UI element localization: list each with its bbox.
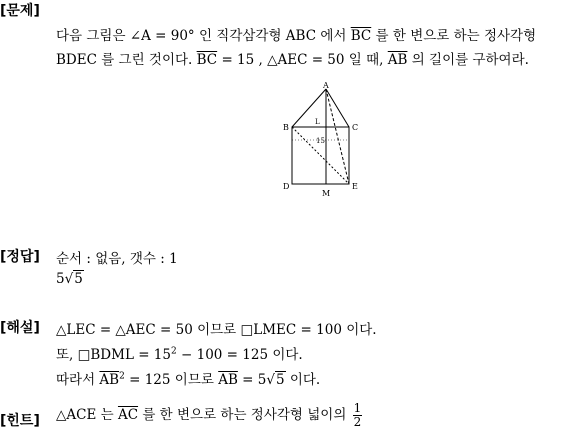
hint-text: 를 한 변으로 하는 정사각형 넓이의 bbox=[138, 407, 351, 423]
point-d-label: D bbox=[283, 182, 290, 191]
point-c-label: C bbox=[352, 123, 359, 132]
solution-line-3 bbox=[56, 368, 320, 388]
fraction bbox=[353, 402, 363, 429]
solution-line-1: △LEC = △AEC = 50 이므로 □LMEC = 100 이다. bbox=[56, 322, 377, 338]
segment-ab: $\overline{AB}$ bbox=[387, 52, 408, 68]
solution-text: = 125 이므로 bbox=[124, 372, 219, 388]
answer-line-2 bbox=[56, 271, 84, 287]
point-a-label: A bbox=[323, 81, 329, 90]
answer-line-1: 순서 : 없음, 갯수 : 1 bbox=[56, 251, 178, 267]
sqrt-symbol: √5 bbox=[64, 271, 83, 287]
point-b-label: B bbox=[283, 123, 289, 132]
solution-text: 또, □BDML = 15 bbox=[56, 347, 171, 363]
segment-bc: $\overline{BC}$ bbox=[350, 28, 372, 44]
dashed-ae bbox=[326, 89, 349, 184]
solution-text: − 100 = 125 이다. bbox=[176, 347, 303, 363]
problem-text: 를 한 변으로 하는 정사각형 bbox=[371, 28, 537, 44]
segment-ab: $\overline{AB}$ bbox=[99, 372, 120, 388]
fraction-denominator: 2 bbox=[353, 415, 362, 429]
answer-coefficient: 5 bbox=[56, 271, 65, 287]
problem-text: 다음 그림은 ∠A = 90° 인 직각삼각형 ABC 에서 bbox=[56, 28, 351, 44]
problem-line-1 bbox=[56, 24, 536, 44]
answer-label: [정답] bbox=[0, 249, 40, 265]
hint-label: [힌트] bbox=[0, 413, 40, 429]
geometry-figure bbox=[270, 80, 370, 202]
side-ab bbox=[292, 89, 326, 127]
problem-text: 의 길이를 구하여라. bbox=[407, 52, 529, 68]
sqrt-radicand: 5 bbox=[275, 372, 285, 388]
point-e-label: E bbox=[352, 182, 358, 191]
segment-ab: $\overline{AB}$ bbox=[218, 372, 238, 388]
point-l-label: L bbox=[315, 118, 320, 126]
problem-line-2 bbox=[56, 48, 529, 68]
segment-bc: $\overline{BC}$ bbox=[196, 52, 218, 68]
solution-text: = 5 bbox=[237, 372, 267, 388]
solution-label: [해설] bbox=[0, 320, 40, 336]
exponent: 2 bbox=[170, 346, 177, 357]
length-label: 15 bbox=[316, 137, 325, 145]
hint-text: △ACE 는 bbox=[56, 407, 118, 423]
point-m-label: M bbox=[322, 189, 331, 198]
problem-label: [문제] bbox=[0, 3, 40, 19]
solution-text: 이다. bbox=[285, 372, 321, 388]
segment-ac: $\overline{AC}$ bbox=[117, 407, 139, 423]
side-ac bbox=[326, 89, 349, 127]
sqrt-symbol: √5 bbox=[266, 372, 285, 388]
solution-text: 따라서 bbox=[56, 372, 100, 388]
fraction-numerator: 1 bbox=[353, 401, 362, 415]
exponent: 2 bbox=[119, 371, 125, 382]
hint-line bbox=[56, 402, 362, 429]
dashed-be bbox=[292, 127, 349, 184]
problem-text: BDEC 를 그린 것이다. bbox=[56, 52, 197, 68]
sqrt-radicand: 5 bbox=[74, 271, 83, 287]
solution-line-2 bbox=[56, 343, 303, 363]
problem-text: = 15 , △AEC = 50 일 때, bbox=[217, 52, 388, 68]
